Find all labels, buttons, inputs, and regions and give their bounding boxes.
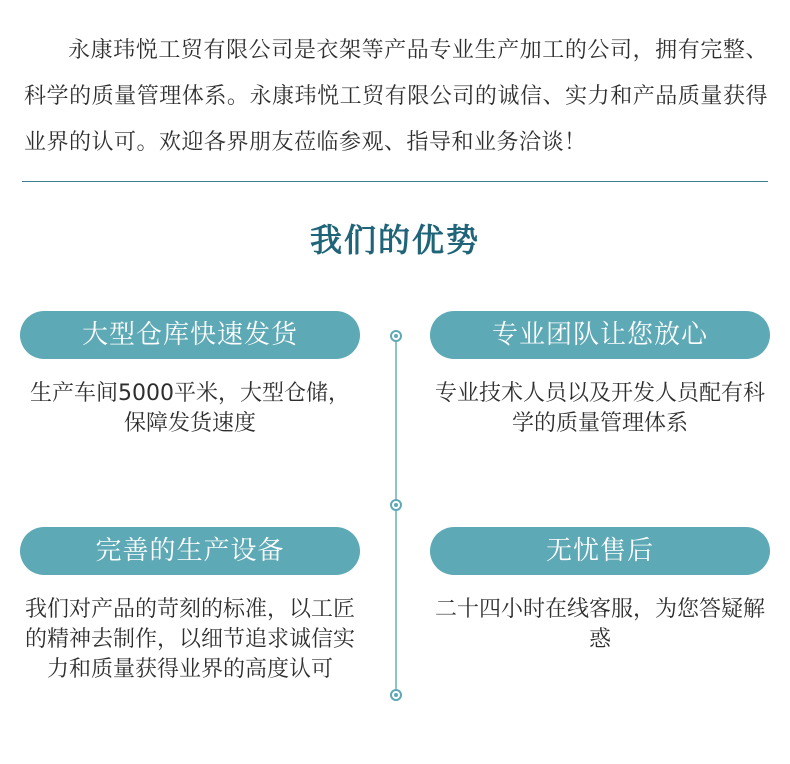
company-intro-paragraph: 永康玮悦工贸有限公司是衣架等产品专业生产加工的公司，拥有完整、科学的质量管理体系。永康玮悦工贸有限公司的诚信、实力和产品质量获得业界的认可。欢迎各界朋友莅临参观、指导和业务洽谈！ — [24, 38, 768, 155]
advantage-desc-equipment: 我们对产品的苛刻的标准，以工匠的精神去制作，以细节追求诚信实力和质量获得业界的高度认可 — [24, 597, 355, 682]
advantage-title-team: 专业团队让您放心 — [430, 311, 770, 359]
advantage-title-warehouse: 大型仓库快速发货 — [20, 311, 360, 359]
advantage-title-equipment: 完善的生产设备 — [20, 527, 360, 575]
advantage-desc-aftersales: 二十四小时在线客服，为您答疑解惑 — [434, 597, 765, 652]
advantage-desc-warehouse: 生产车间5000平米，大型仓储，保障发货速度 — [30, 381, 350, 436]
timeline-dot-top — [390, 330, 402, 342]
advantage-title-aftersales: 无忧售后 — [430, 527, 770, 575]
timeline-dot-bottom — [390, 689, 402, 701]
advantage-desc-team: 专业技术人员以及开发人员配有科学的质量管理体系 — [434, 381, 765, 436]
section-divider — [22, 181, 768, 182]
advantages-title: 我们的优势 — [309, 221, 480, 259]
timeline-line — [395, 336, 397, 695]
timeline-dot-middle — [390, 499, 402, 511]
